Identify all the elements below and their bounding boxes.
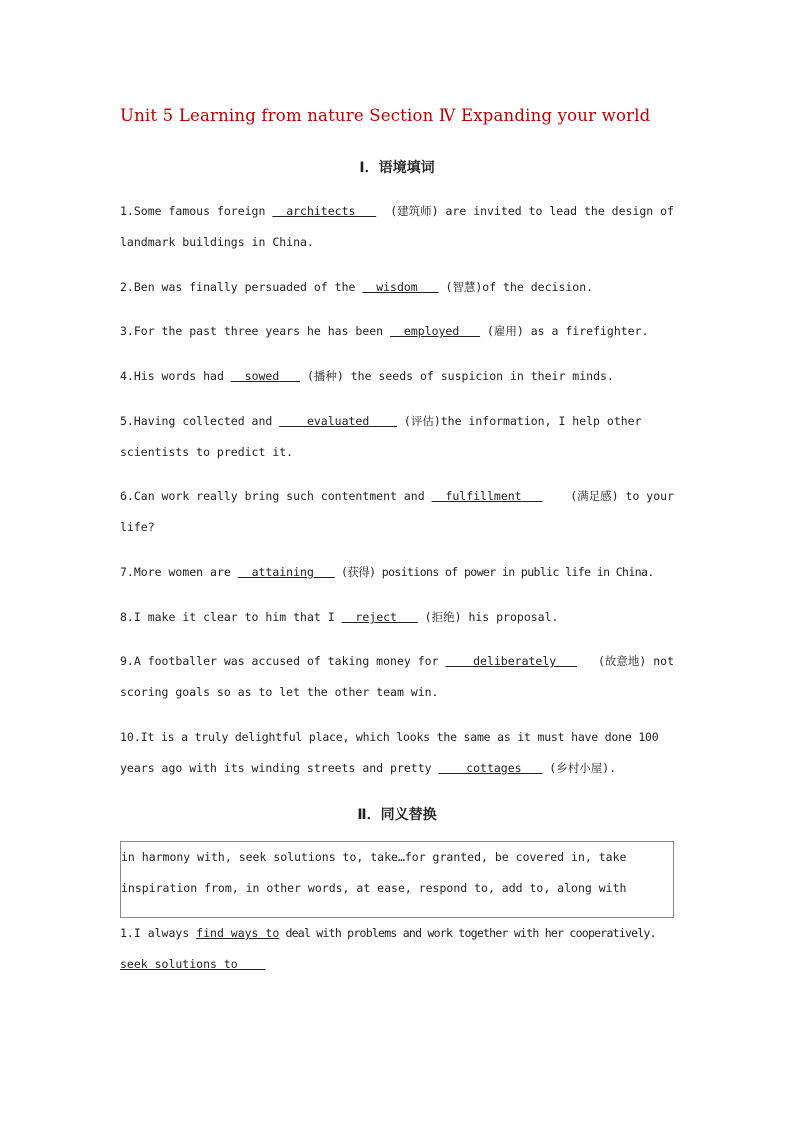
list-item: 7. More women are attaining (获得) positions of power in public life in China.: [120, 557, 674, 588]
answer-blank: reject: [341, 610, 418, 624]
answer-blank: employed: [390, 324, 481, 338]
word-bank-line: inspiration from, in other words, at ease, respond to, add to, along with: [121, 881, 627, 895]
answer-blank: sowed: [230, 369, 301, 383]
list-item: 5. Having collected and evaluated (评估)the information, I help other scientists to predict it.: [120, 406, 674, 468]
target-phrase: find ways to: [196, 926, 280, 940]
section-1-heading: Ⅰ．语境填词: [359, 160, 435, 176]
list-item: 1.Some famous foreign architects (建筑师) are invited to lead the design of landmark buildings in China.: [120, 204, 674, 249]
answer-blank: seek solutions to: [120, 957, 266, 971]
list-item: 1. I always find ways to deal with problems and work together with her cooperatively. seek solutions to: [120, 918, 674, 980]
list-item: 8. I make it clear to him that I reject (拒绝) his proposal.: [120, 602, 674, 633]
page-title: Unit 5 Learning from nature Section Ⅳ Expanding your world: [120, 106, 651, 125]
word-bank-line: in harmony with, seek solutions to, take…for granted, be covered in, take: [121, 850, 627, 864]
list-item: 3. For the past three years he has been employed (雇用) as a firefighter.: [120, 316, 674, 347]
list-item: 10. It is a truly delightful place, which looks the same as it must have done 100 years ago with its winding streets and pretty cottages (乡村小屋).: [120, 722, 674, 784]
answer-blank: deliberately: [445, 654, 577, 668]
list-item: 9.A footballer was accused of taking money for deliberately (故意地) not scoring goals so as to let the other team win.: [120, 654, 674, 699]
list-item: 2. Ben was finally persuaded of the wisdom (智慧)of the decision.: [120, 272, 674, 303]
list-item: 4. His words had sowed (播种) the seeds of suspicion in their minds.: [120, 361, 674, 392]
list-item: 6.Can work really bring such contentment and fulfillment (满足感) to your life?: [120, 489, 674, 534]
answer-blank: evaluated: [279, 414, 397, 428]
answer-blank: cottages: [438, 761, 543, 775]
word-bank-box: [120, 841, 674, 918]
answer-blank: attaining: [237, 565, 335, 579]
answer-blank: architects: [272, 204, 377, 218]
section-2-heading: Ⅱ．同义替换: [357, 807, 437, 823]
answer-blank: wisdom: [362, 280, 439, 294]
answer-blank: fulfillment: [431, 489, 543, 503]
